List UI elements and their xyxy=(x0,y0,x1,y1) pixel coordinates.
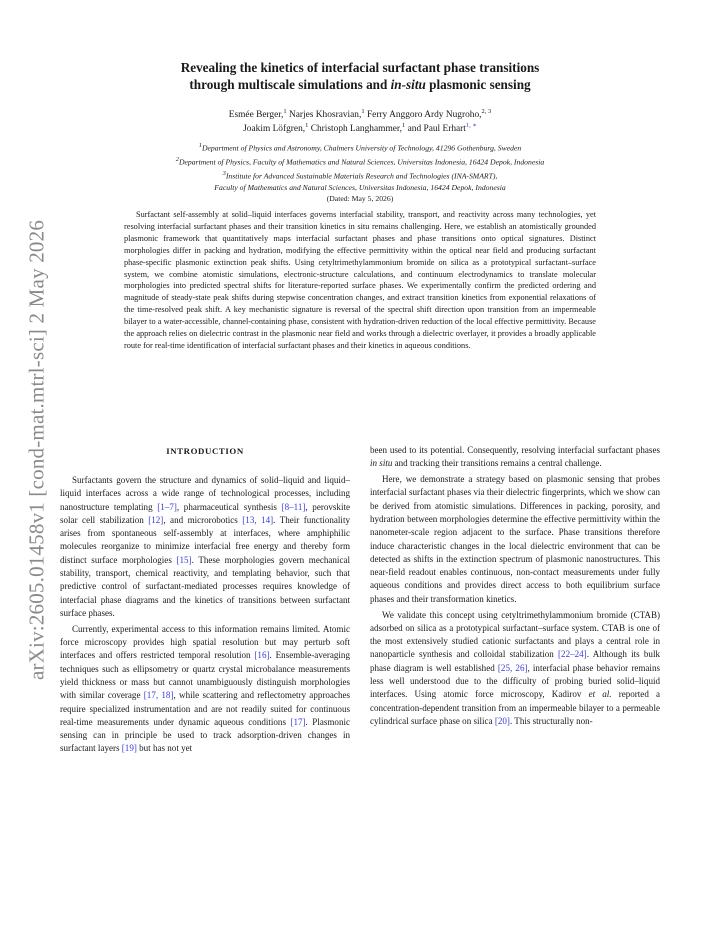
text-run: but has not yet xyxy=(136,743,193,754)
author-corresponding[interactable]: and Paul Erhart$^{1, ∗}$ xyxy=(405,121,477,134)
author: Esmée Berger,$^1$ xyxy=(228,107,287,120)
text-run: Here, we demonstrate a strategy based on plasmonic sensing that probes interfacial surfactant phases via their dielectric fingerprints, which we show can be derived from atomistic simulations. Differences in packing, porosity, and hydration between morphologies determine the effective permittivity within the nanometer-scale region adjacent to the surface. Phase transitions therefore induce characteristic changes in the local dielectric environment that can be detected as shifts in the extinction spectrum of plasmonic nanostructures. This near-field readout enables continuous, non-contact measurements under fully aqueous conditions and provides direct access to both equilibrium surface phases and their transformation kinetics. xyxy=(370,474,660,604)
affiliation: $^1$Department of Physics and Astronomy, Chalmers University of Technology, 41296 Gothenburg, Sweden xyxy=(198,142,522,153)
right-column xyxy=(370,444,660,728)
title-line-1: Revealing the kinetics of interfacial surfactant phase transitions xyxy=(180,60,540,75)
text-run: . Their functionality arises from spontaneous self-assembly at interfaces, where amphiphilic molecules reorganize to minimize interfacial free energy and thereby form distinct surface morphologies xyxy=(60,514,350,565)
citation-link[interactable]: [13, 14] xyxy=(242,514,274,525)
paragraph xyxy=(60,623,350,756)
text-run: , interfacial phase behavior remains less well understood due to the difficulty of probing buried solid–liquid interfaces. Using atomic force microscopy, Kadirov xyxy=(370,662,660,700)
affiliation: Faculty of Mathematics and Natural Sciences, Universitas Indonesia, 16424 Depok, Indonesia xyxy=(214,182,506,192)
dated-line: (Dated: May 5, 2026) xyxy=(326,194,394,204)
section-heading-introduction: INTRODUCTION xyxy=(166,446,244,456)
title-line-2-suffix: plasmonic sensing xyxy=(425,76,531,92)
citation-link[interactable]: [8–11] xyxy=(281,501,306,512)
paper-title xyxy=(80,60,640,93)
citation-link[interactable]: [16] xyxy=(254,650,270,661)
text-run: . These morphologies govern mechanical stability, transport, chemical reactivity, and templating behavior, such that predictive control of surfactant-mediated processes requires knowledge of interfacial phase diagrams and the kinetics of transitions between surfactant surface phases. xyxy=(60,554,350,618)
paragraph xyxy=(370,609,660,729)
citation-link[interactable]: [1–7] xyxy=(157,501,177,512)
text-run: Currently, experimental access to this information remains limited. Atomic force microscopy provides high spatial resolution but may perturb soft interfaces and offers restricted temporal resolution xyxy=(60,623,350,661)
abstract: Surfactant self-assembly at solid–liquid interfaces governs interfacial stability, transport, and reactivity across many technologies, yet resolving interfacial surfactant phases and their transition kinetics in situ remains challenging. Here, we establish an atomistically grounded plasmonic framework that quantitatively maps interfacial surfactant phases and phase transitions onto optical signatures. Distinct morphologies differ in packing and hydration, modifying the effective permittivity within the optical near field and producing surfactant phase-specific plasmonic extinction peak shifts. Using cetyltrimethylammonium bromide on silica as a prototypical surfactant–surface system, we combine atomistic simulations, electronic-structure calculations, and continuum electrodynamics to translate molecular morphologies into predicted spectral shifts for literature-reported surface phases. We experimentally confirm the predicted ordering and magnitude of steady-state peak shifts during stepwise concentration changes, and extract transition kinetics from exponential relaxations of the time-resolved peak shift. A key mechanistic signature is reversal of the spectral shift direction upon transition from an impermeable bilayer to a water-accessible, channel-containing phase, consistent with hydration-driven reduction of the local effective permittivity. Because the approach relies on dielectric contrast in the plasmonic near field and works through a dielectric overlayer, it provides a broadly applicable route for real-time identification of interfacial surfactant phases and their kinetics in aqueous conditions. xyxy=(124,210,596,350)
text-run: , while scattering and reflectometry approaches require specialized instrumentation and are not readily suited for continuous real-time measurements under dynamic aqueous conditions xyxy=(60,690,350,727)
text-run: and tracking their transitions remains a central challenge. xyxy=(392,458,602,469)
emphasis-text: in situ xyxy=(370,458,393,469)
title-line-2-prefix: through multiscale simulations and xyxy=(189,76,391,92)
text-run: been used to its potential. Consequently, resolving interfacial surfactant phases xyxy=(370,445,660,455)
citation-link[interactable]: [17] xyxy=(290,716,306,727)
citation-link[interactable]: [22–24] xyxy=(558,649,587,660)
paragraph xyxy=(370,473,660,606)
author-list xyxy=(80,108,640,136)
affiliation: $^3$Institute for Advanced Sustainable Materials Research and Technologies (INA-SMART), xyxy=(222,169,498,181)
text-run: reported a concentration-dependent transition from an impermeable bilayer to a permeable cylindrical surface phase on silica xyxy=(370,689,660,726)
text-run: . This structurally non- xyxy=(509,715,593,726)
citation-link[interactable]: [12] xyxy=(148,514,164,525)
arxiv-identifier: arXiv:2605.01458v1 [cond-mat.mtrl-sci] 2 May 2026 xyxy=(24,219,49,681)
arxiv-sidebar xyxy=(20,210,54,690)
text-run: , pharmaceutical synthesis xyxy=(176,501,282,512)
text-run: . Plasmonic sensing can in principle be used to track adsorption-driven changes in surfactant layers xyxy=(60,716,350,754)
affiliation: $^2$Department of Physics, Faculty of Mathematics and Natural Sciences, Universitas Indonesia, 16424 Depok, Indonesia xyxy=(175,155,545,167)
paragraph xyxy=(60,474,350,620)
text-run: . Although its bulk phase diagram is well established xyxy=(370,649,660,673)
text-run: We validate this concept using cetyltrimethylammonium bromide (CTAB) adsorbed on silica as a prototypical surfactant–surface system. CTAB is one of the most extensively studied cationic surfactants and plays a central role in nanoparticle synthesis and colloidal stabilization xyxy=(370,609,660,660)
text-run: , and microrobotics xyxy=(163,514,243,525)
citation-link[interactable]: [15] xyxy=(176,554,192,565)
text-run: , perovskite solar cell stabilization xyxy=(60,501,350,525)
author: Christoph Langhammer,$^1$ xyxy=(308,121,406,134)
title-line-2-emphasis: in-situ xyxy=(390,76,426,92)
citation-link[interactable]: [25, 26] xyxy=(497,662,528,673)
paragraph xyxy=(370,444,660,471)
citation-link[interactable]: [17, 18] xyxy=(143,690,174,701)
text-run: . Ensemble-averaging techniques such as ellipsometry or quartz crystal microbalance measurements yield thickness or mass but cannot unambiguously distinguish morphologies with similar coverage xyxy=(60,650,350,701)
author: Narjes Khosravian,$^1$ xyxy=(286,107,365,120)
emphasis-text: et al. xyxy=(588,689,612,700)
author: Joakim Löfgren,$^1$ xyxy=(243,121,309,134)
left-column xyxy=(60,445,350,756)
author: Ferry Anggoro Ardy Nugroho,$^{2, 3}$ xyxy=(364,107,492,120)
citation-link[interactable]: [20] xyxy=(494,715,510,726)
affiliations xyxy=(60,140,660,205)
text-run: Surfactants govern the structure and dynamics of solid–liquid and liquid–liquid interfaces across a wide range of technological processes, including nanostructure templating xyxy=(60,475,350,512)
citation-link[interactable]: [19] xyxy=(121,743,137,754)
